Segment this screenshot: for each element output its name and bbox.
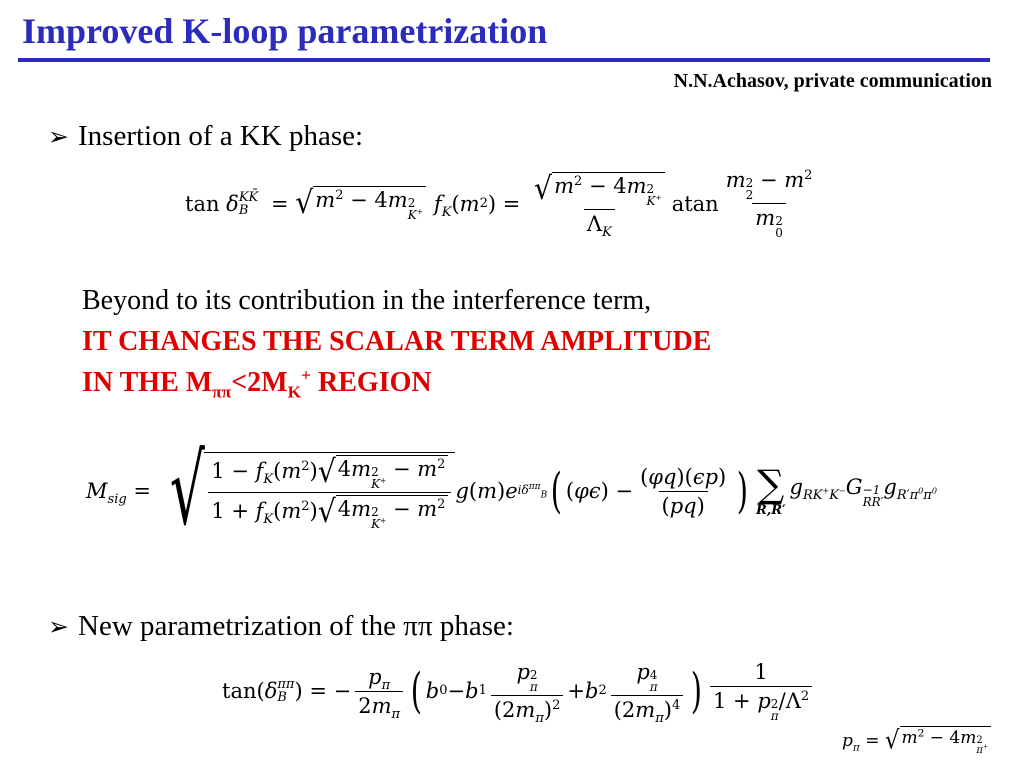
arrow-bullet-icon: ➢: [48, 614, 69, 641]
interference-paragraph: [82, 280, 711, 403]
line3-sup-plus: +: [301, 365, 312, 385]
bullet-kk-phase-text: Insertion of a KK phase:: [78, 120, 364, 152]
equation-p-pi: $p_\pi$ = √ $m^2 - 4m$ 2 π+: [842, 726, 991, 756]
bullet-pipi-phase-text: New parametrization of the ππ phase:: [78, 610, 514, 642]
slide-title: Improved K-loop parametrization: [22, 11, 548, 51]
arrow-bullet-icon: ➢: [48, 124, 69, 151]
paragraph-line-2: IT CHANGES THE SCALAR TERM AMPLITUDE: [82, 326, 712, 357]
credit-text: N.N.Achasov, private communication: [673, 70, 992, 92]
line3-sub-pipi: ππ: [212, 382, 232, 402]
paragraph-line-3: [82, 362, 711, 403]
title-underline: [18, 58, 990, 62]
line3-suffix: REGION: [311, 367, 432, 398]
line3-sub-k: K: [287, 382, 302, 402]
paragraph-line-1: Beyond to its contribution in the interference term,: [82, 285, 652, 316]
line3-prefix: IN THE M: [82, 367, 213, 398]
bullet-kk-phase: [48, 120, 363, 153]
equation-kk-phase: tan δ KK̄ B = √ $m^2 - 4m$ 2 K+ $f_K$ ( m 2 ) = √ $m^2 - 4m$ 2 K+ $\Lambda_K$ atan m 2 2 − $m^2$ m 2 0: [185, 168, 813, 240]
bullet-pipi-phase: [48, 610, 514, 643]
equation-m-sig: $M_{sig}$ = √ $1 - f_K(m^2)$ √ 4m 2 K+ − $m^2$ $1 + f_K(m^2)$ √ 4m 2 K+ − $m^2$ g ( m ) e $i\delta^{\pi\pi}_B$ ( ( φϵ ) − $\frac{(\varphi q)(\epsilon p)}{(pq)}$ ) ∑ R,R′ $g_{RK^+K^-}G$ −1 RR′ $g_{R'\pi^0\pi^0}$: [86, 434, 937, 547]
line3-mid: <2M: [231, 367, 288, 398]
equation-pipi-phase: tan( δ ππ B ) = − $\frac{p_\pi}{2m_\pi}$ ( b 0 − b 1 p 2 π $(2m_\pi)^2$ + b 2 p 4 π $(2m_\pi)^4$ ) 1 1 + p 2 π $/\Lambda^2$: [222, 660, 816, 722]
